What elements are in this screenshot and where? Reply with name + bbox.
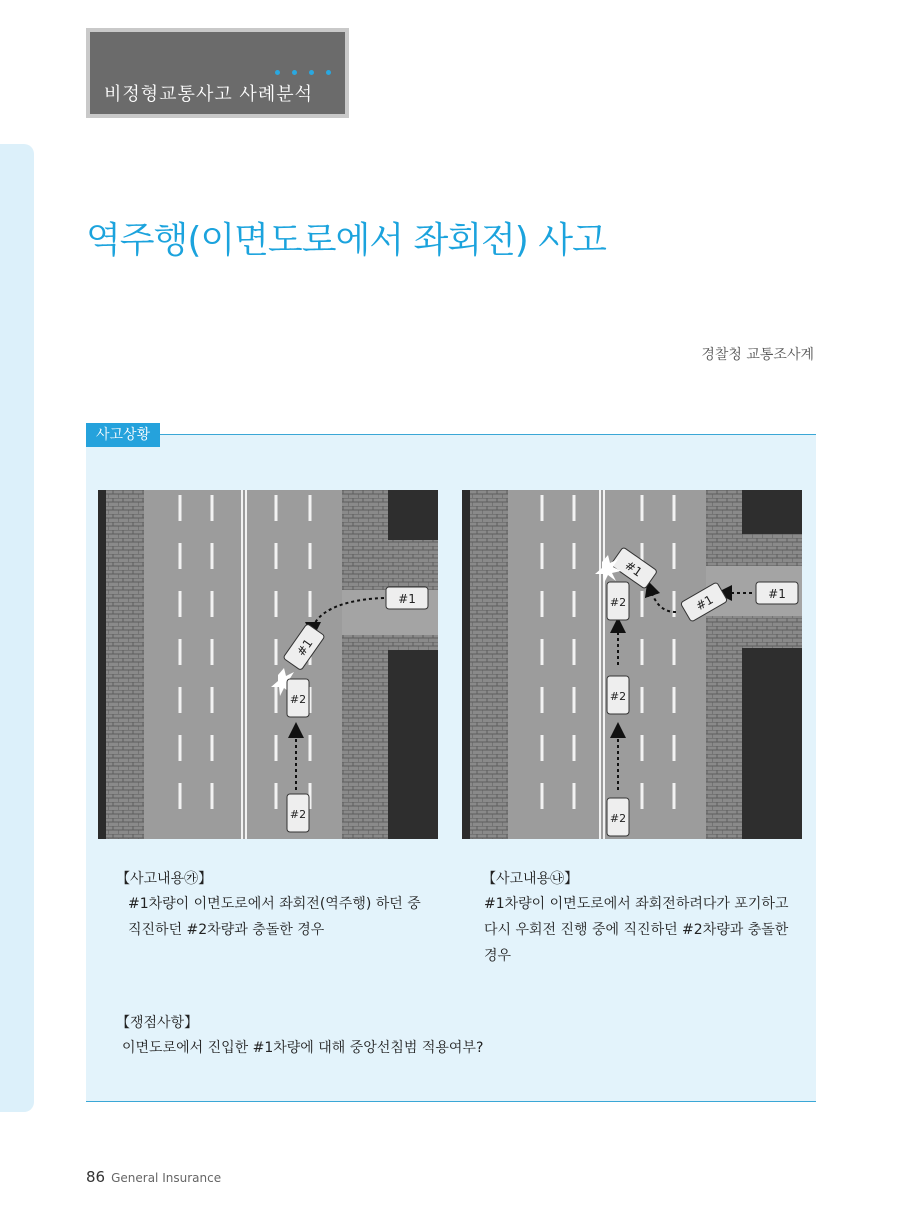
car-label: #1 — [398, 592, 416, 606]
sidewalk — [106, 490, 144, 839]
diagram-right — [462, 490, 802, 839]
section-header-box — [86, 28, 349, 118]
page-footer — [86, 1168, 221, 1186]
car-1-start — [756, 582, 798, 604]
car-label: #2 — [289, 693, 307, 706]
car-label: #2 — [609, 690, 627, 703]
case-a-line: #1차량이 이면도로에서 좌회전(역주행) 하던 중 — [128, 896, 421, 912]
car-label: #1 — [294, 636, 316, 659]
car-label: #1 — [693, 592, 716, 614]
building — [742, 648, 802, 839]
situation-tag: 사고상황 — [86, 423, 160, 447]
car-2-start — [287, 794, 309, 832]
case-a-line: 직진하던 #2차량과 충돌한 경우 — [128, 922, 325, 938]
sidewalk — [470, 490, 508, 839]
case-b-heading: 【사고내용㉯】 — [482, 871, 579, 887]
case-b-line: 경우 — [484, 948, 512, 964]
building — [742, 490, 802, 534]
car-2-collision — [607, 582, 629, 620]
issue-heading: 【쟁점사항】 — [116, 1015, 199, 1031]
case-b-text — [484, 891, 814, 969]
car-label: #2 — [289, 808, 307, 821]
case-a-text — [128, 891, 458, 943]
decorative-dots — [275, 70, 331, 75]
road-edge — [98, 490, 106, 839]
car-2-mid — [607, 676, 629, 714]
car-label: #1 — [768, 587, 786, 601]
road-edge — [462, 490, 470, 839]
article-title: 역주행(이면도로에서 좌회전) 사고 — [86, 220, 606, 261]
magazine-name: General Insurance — [111, 1171, 222, 1185]
panel-top-rule — [86, 434, 816, 435]
car-2-start — [607, 798, 629, 836]
car-label: #2 — [609, 596, 627, 609]
case-b-line: #1차량이 이면도로에서 좌회전하려다가 포기하고 — [484, 896, 789, 912]
car-1-start — [386, 587, 428, 609]
diagram-left — [98, 490, 438, 839]
case-a-heading: 【사고내용㉮】 — [116, 871, 213, 887]
side-tab — [0, 144, 34, 1112]
page-number: 86 — [86, 1168, 106, 1186]
section-label: 비정형교통사고 사례분석 — [104, 84, 313, 105]
case-b-line: 다시 우회전 진행 중에 직진하던 #2차량과 충돌한 — [484, 922, 789, 938]
author-credit: 경찰청 교통조사계 — [701, 347, 814, 363]
car-label: #2 — [609, 812, 627, 825]
issue-text: 이면도로에서 진입한 #1차량에 대해 중앙선침범 적용여부? — [122, 1040, 484, 1056]
building — [388, 650, 438, 839]
car-label: #1 — [622, 558, 645, 580]
building — [388, 490, 438, 540]
car-2-collision — [287, 679, 309, 717]
